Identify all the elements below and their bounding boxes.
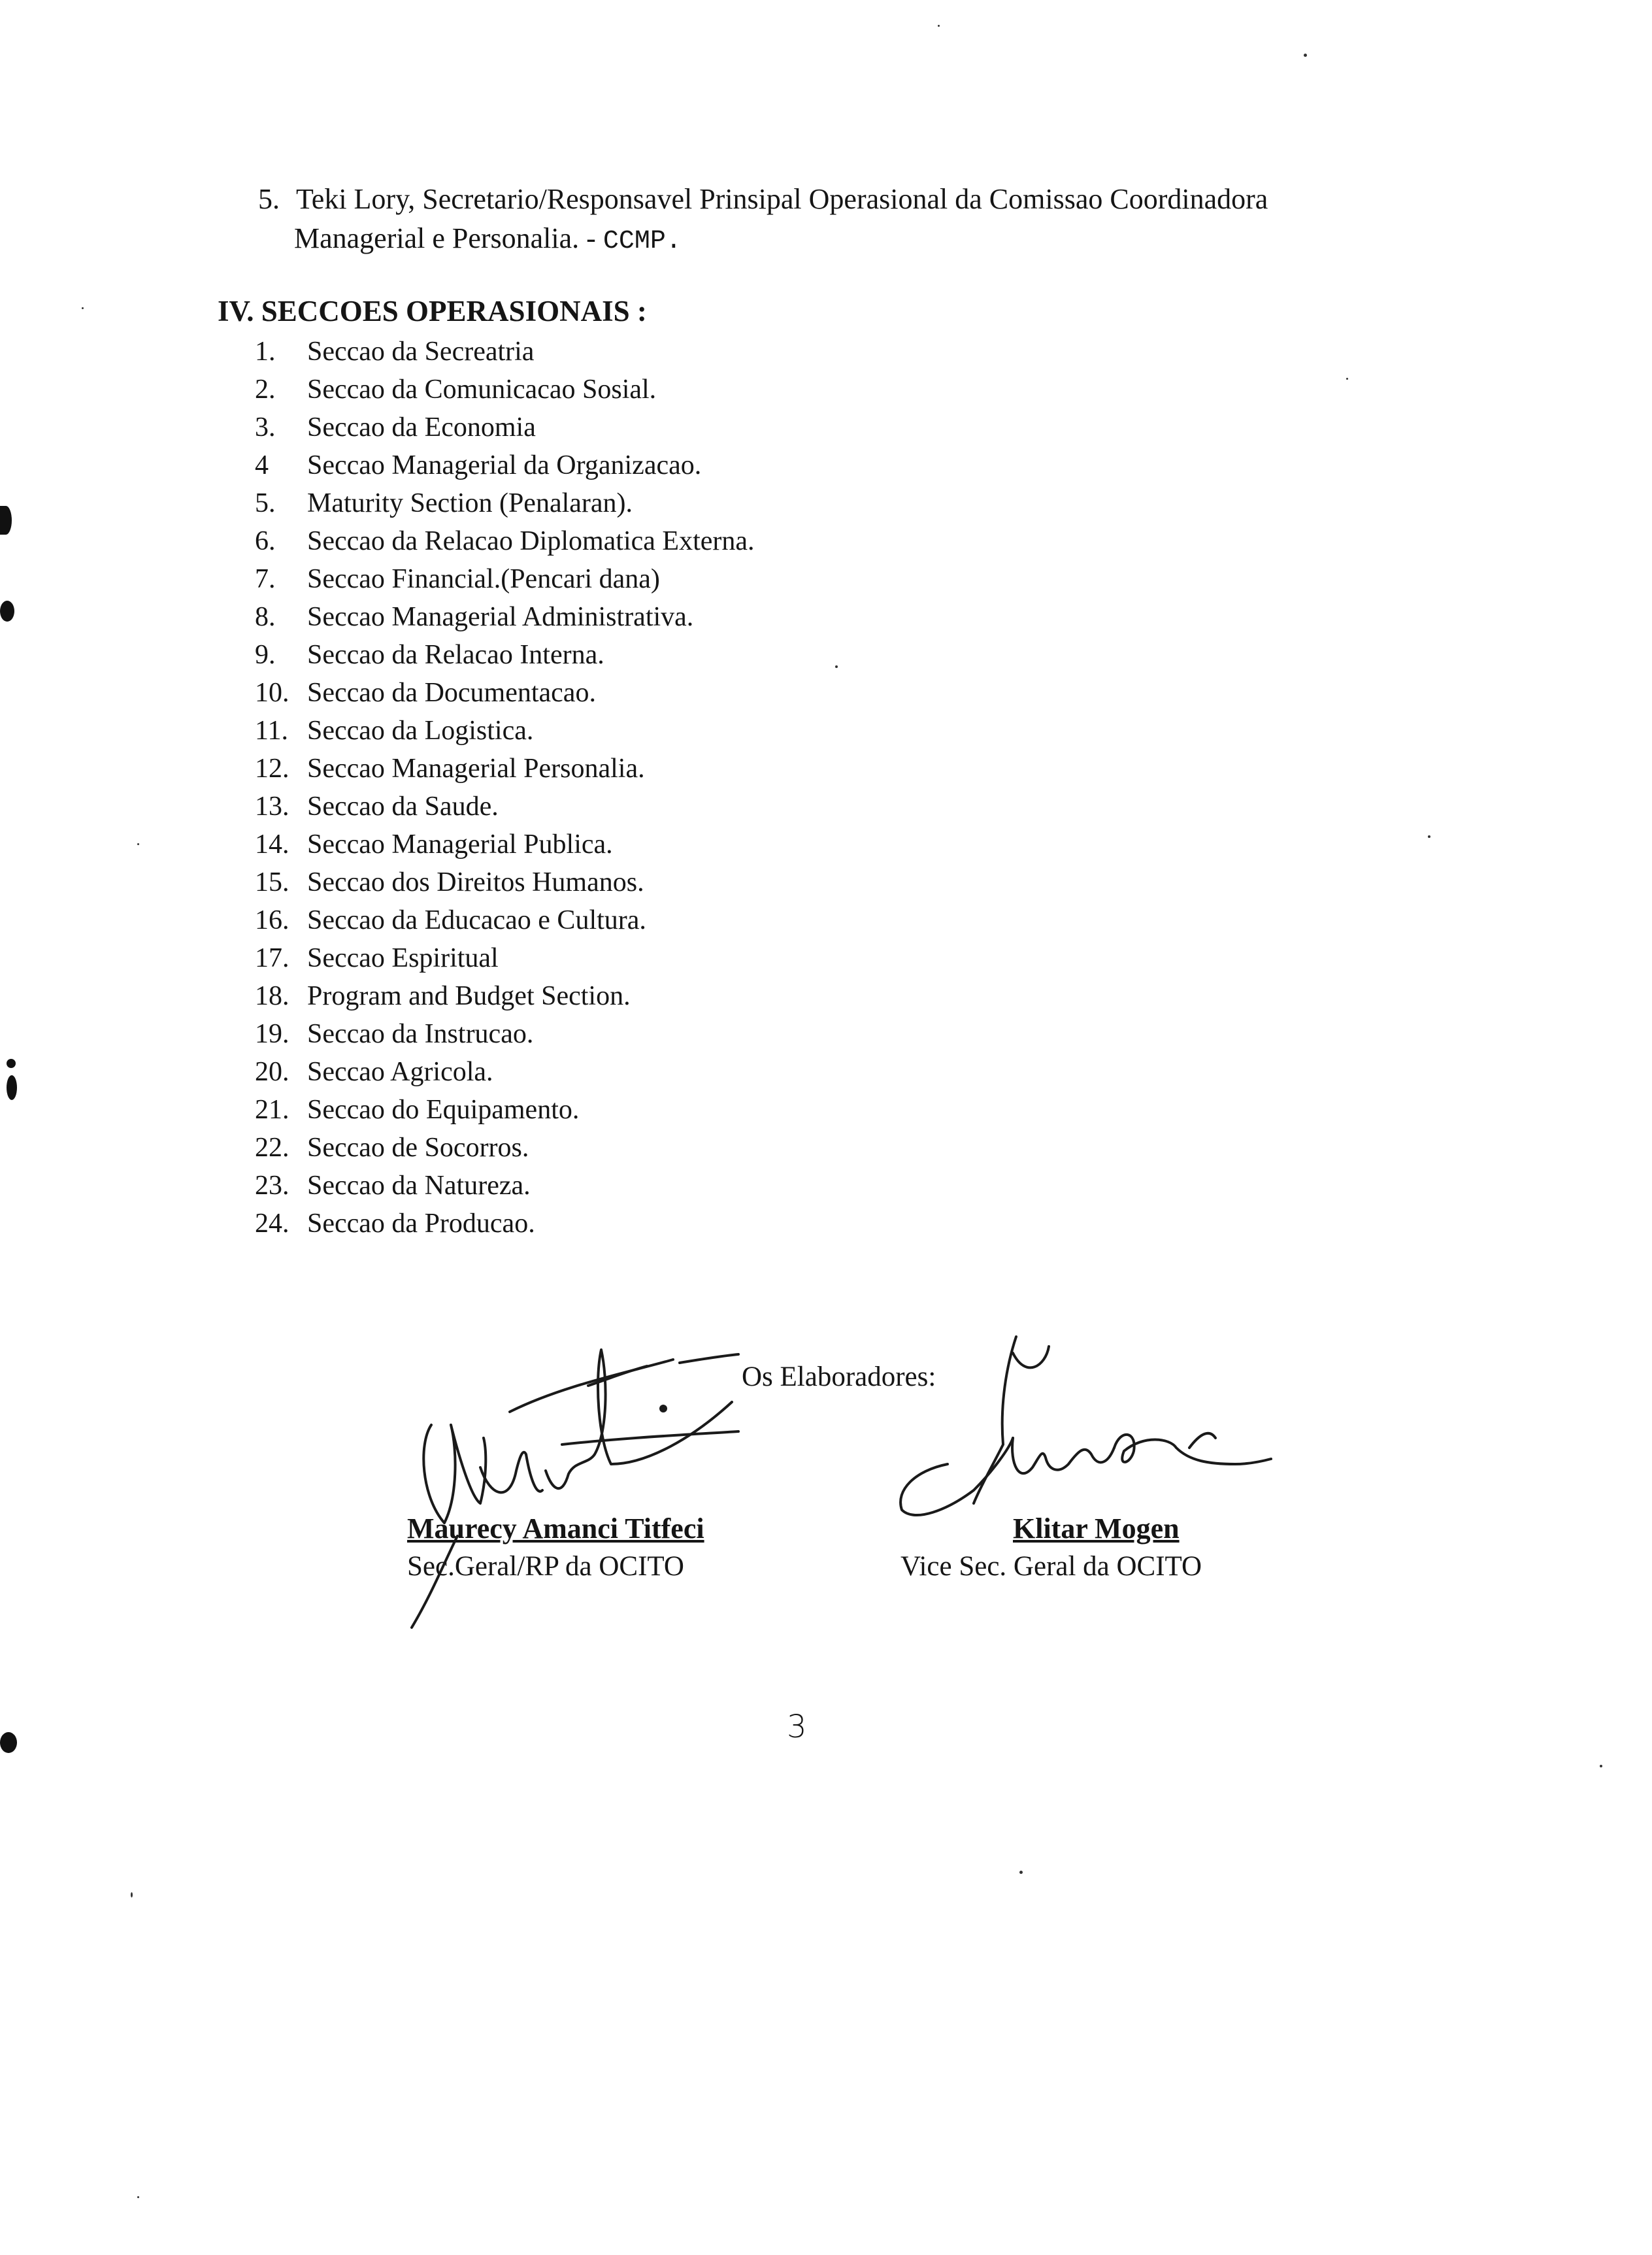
- list-item: [255, 1205, 755, 1243]
- list-item-text: Maturity Section (Penalaran).: [307, 488, 633, 518]
- list-item-number: 9.: [255, 640, 276, 670]
- list-item: [255, 1053, 755, 1091]
- list-item-number: 14.: [255, 829, 289, 860]
- list-item-number: 24.: [255, 1209, 289, 1239]
- list-item: [255, 371, 755, 409]
- dust-speck: [1428, 835, 1430, 838]
- list-item: [255, 1015, 755, 1053]
- list-item-number: 7.: [255, 564, 276, 594]
- list-item-number: 23.: [255, 1171, 289, 1201]
- list-item: [255, 977, 755, 1015]
- list-item: [255, 560, 755, 598]
- list-item-text: Seccao Financial.(Pencari dana): [307, 564, 660, 594]
- list-item-text: Seccao do Equipamento.: [307, 1095, 580, 1125]
- list-item-number: 6.: [255, 526, 276, 556]
- list-item-text: Seccao Managerial Administrativa.: [307, 602, 694, 632]
- left-signature: [412, 1350, 738, 1628]
- list-item-text: Seccao da Relacao Diplomatica Externa.: [307, 526, 755, 556]
- list-item-number: 5.: [255, 488, 276, 518]
- list-item: [255, 636, 755, 674]
- dust-speck: [835, 665, 838, 668]
- dust-speck: [82, 307, 84, 309]
- section-heading: IV. SECCOES OPERASIONAIS :: [218, 295, 647, 327]
- list-item: [255, 1129, 755, 1167]
- list-item-number: 22.: [255, 1133, 289, 1163]
- dust-speck: [137, 2196, 139, 2198]
- signatures-label: Os Elaboradores:: [742, 1361, 936, 1392]
- list-item: [255, 522, 755, 560]
- intro-item-line1: [258, 180, 1503, 218]
- section-list: [255, 333, 755, 1243]
- list-item-number: 11.: [255, 716, 288, 746]
- left-signatory-name: Maurecy Amanci Titfeci: [407, 1512, 704, 1545]
- hole-punch-mark: [0, 1732, 17, 1753]
- list-item-text: Seccao Managerial Publica.: [307, 829, 613, 860]
- hole-punch-mark: [0, 506, 12, 535]
- list-item-number: 18.: [255, 981, 289, 1011]
- list-item: [255, 409, 755, 446]
- list-item: [255, 863, 755, 901]
- hole-punch-mark: [7, 1075, 17, 1100]
- list-item-number: 12.: [255, 754, 289, 784]
- list-item-text: Seccao da Producao.: [307, 1209, 535, 1239]
- list-item: [255, 446, 755, 484]
- list-item: [255, 788, 755, 826]
- list-item-text: Seccao da Documentacao.: [307, 678, 596, 708]
- list-item-text: Seccao Espiritual: [307, 943, 499, 973]
- list-item-text: Seccao da Natureza.: [307, 1171, 531, 1201]
- intro-item-number: 5.: [258, 183, 280, 215]
- list-item-number: 1.: [255, 337, 276, 367]
- list-item-text: Seccao da Secreatria: [307, 337, 535, 367]
- right-signature: [900, 1337, 1271, 1515]
- left-signatory-role: Sec.Geral/RP da OCITO: [407, 1551, 684, 1582]
- list-item: [255, 484, 755, 522]
- dust-speck: [1600, 1765, 1602, 1767]
- list-item-number: 15.: [255, 867, 289, 897]
- list-item: [255, 333, 755, 371]
- list-item-number: 3.: [255, 412, 276, 443]
- list-item: [255, 826, 755, 863]
- list-item-text: Seccao da Economia: [307, 412, 536, 443]
- list-item: [255, 712, 755, 750]
- list-item-number: 4: [255, 450, 269, 480]
- list-item-text: Seccao da Relacao Interna.: [307, 640, 604, 670]
- list-item-number: 19.: [255, 1019, 289, 1049]
- list-item: [255, 750, 755, 788]
- list-item-text: Seccao dos Direitos Humanos.: [307, 867, 644, 897]
- list-item: [255, 901, 755, 939]
- list-item-text: Seccao de Socorros.: [307, 1133, 529, 1163]
- intro-item-line2-text: Managerial e Personalia. -: [294, 222, 596, 254]
- list-item-number: 2.: [255, 375, 276, 405]
- hole-punch-mark: [0, 601, 14, 622]
- list-item-text: Seccao Managerial Personalia.: [307, 754, 645, 784]
- list-item-text: Seccao da Comunicacao Sosial.: [307, 375, 657, 405]
- list-item-number: 10.: [255, 678, 289, 708]
- list-item-text: Seccao da Instrucao.: [307, 1019, 534, 1049]
- list-item-text: Seccao da Educacao e Cultura.: [307, 905, 646, 935]
- dust-speck: [1304, 54, 1307, 57]
- list-item: [255, 1091, 755, 1129]
- list-item-text: Seccao Agricola.: [307, 1057, 493, 1087]
- list-item-number: 8.: [255, 602, 276, 632]
- right-signatory-role: Vice Sec. Geral da OCITO: [900, 1551, 1202, 1582]
- intro-item-text: Teki Lory, Secretario/Responsavel Prinsipal Operasional da Comissao Coordinadora: [296, 183, 1268, 215]
- list-item: [255, 939, 755, 977]
- dust-speck: [131, 1892, 133, 1897]
- list-item: [255, 598, 755, 636]
- list-item-number: 13.: [255, 792, 289, 822]
- list-item-text: Program and Budget Section.: [307, 981, 631, 1011]
- list-item-text: Seccao da Logistica.: [307, 716, 534, 746]
- list-item: [255, 1167, 755, 1205]
- right-signatory-name: Klitar Mogen: [1013, 1512, 1180, 1545]
- dust-speck: [137, 843, 139, 845]
- list-item-number: 16.: [255, 905, 289, 935]
- page-number: 3: [787, 1709, 807, 1745]
- dust-speck: [1346, 378, 1348, 380]
- intro-item-abbrev: CCMP.: [603, 227, 682, 256]
- list-item-number: 20.: [255, 1057, 289, 1087]
- dust-speck: [938, 25, 940, 27]
- list-item: [255, 674, 755, 712]
- intro-item-line2: [294, 220, 682, 261]
- list-item-number: 21.: [255, 1095, 289, 1125]
- dust-speck: [1019, 1871, 1023, 1874]
- list-item-number: 17.: [255, 943, 289, 973]
- hole-punch-mark: [7, 1059, 16, 1068]
- list-item-text: Seccao da Saude.: [307, 792, 499, 822]
- list-item-text: Seccao Managerial da Organizacao.: [307, 450, 702, 480]
